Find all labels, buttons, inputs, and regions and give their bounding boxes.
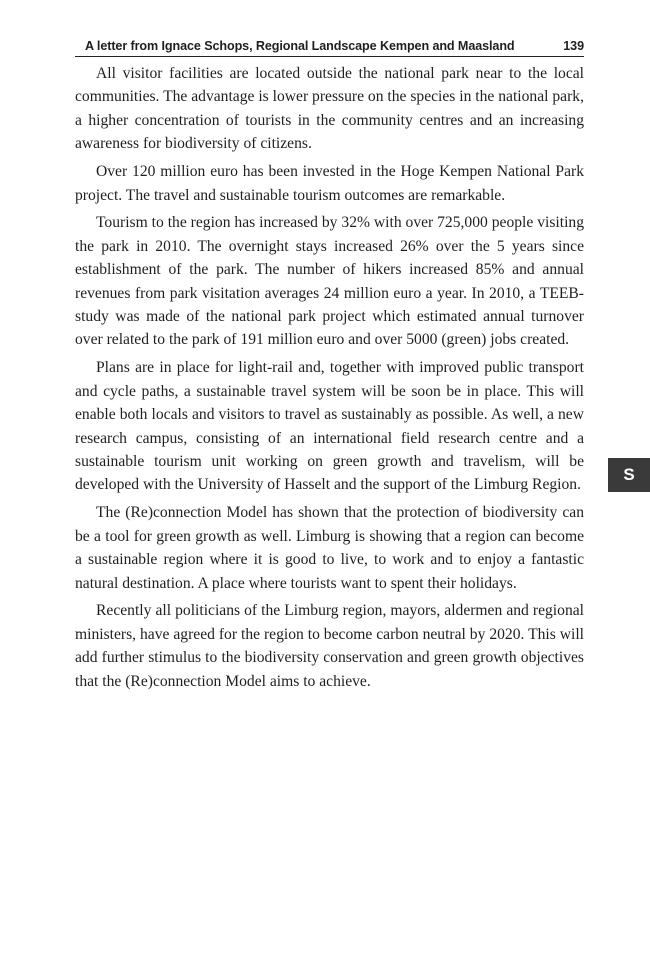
header-title: A letter from Ignace Schops, Regional Landscape Kempen and Maasland: [85, 39, 515, 53]
paragraph-visitor-facilities: All visitor facilities are located outside the national park near to the local communities. The advantage is lower pressure on the species in the national park, a higher concentration of tourists in the community centres and an increasing awareness for biodiversity of citizens.: [75, 65, 584, 153]
body-text: [75, 62, 584, 698]
paragraph-travel-plans: Plans are in place for light-rail and, together with improved public transport and cycle paths, a sustainable travel system will be soon be in place. This will enable both locals and visitors to travel as sustainably as possible. As well, a new research campus, consisting of an international field research centre and a sustainable tourism unit working on green growth and travelism, will be developed with the University of Hasselt and the support of the Limburg Region.: [75, 359, 584, 494]
paragraph-investment: Over 120 million euro has been invested in the Hoge Kempen National Park project. The travel and sustainable tourism outcomes are remarkable.: [75, 163, 584, 204]
paragraph-tourism-growth: Tourism to the region has increased by 32% with over 725,000 people visiting the park in 2010. The overnight stays increased 26% over the 5 years since establishment of the park. The number of hikers increased 85% and annual revenues from park visitation averages 24 million euro a year. In 2010, a TEEB-study was made of the national park project which estimated annual turnover over related to the park of 191 million euro and over 5000 (green) jobs created.: [75, 214, 584, 349]
page-number: 139: [563, 39, 584, 53]
section-tab-label: S: [623, 465, 635, 484]
running-header: [75, 36, 584, 57]
paragraph-reconnection-model: The (Re)connection Model has shown that the protection of biodiversity can be a tool for green growth as well. Limburg is showing that a region can become a sustainable region where it is good to live, to work and to enjoy a fantastic natural destination. A place where tourists want to spent their holidays.: [75, 504, 584, 592]
paragraph-carbon-neutral: Recently all politicians of the Limburg region, mayors, aldermen and regional ministers, have agreed for the region to become carbon neutral by 2020. This will add further stimulus to the biodiversity conservation and green growth objectives that the (Re)connection Model aims to achieve.: [75, 602, 584, 690]
section-thumb-tab: [608, 458, 650, 492]
